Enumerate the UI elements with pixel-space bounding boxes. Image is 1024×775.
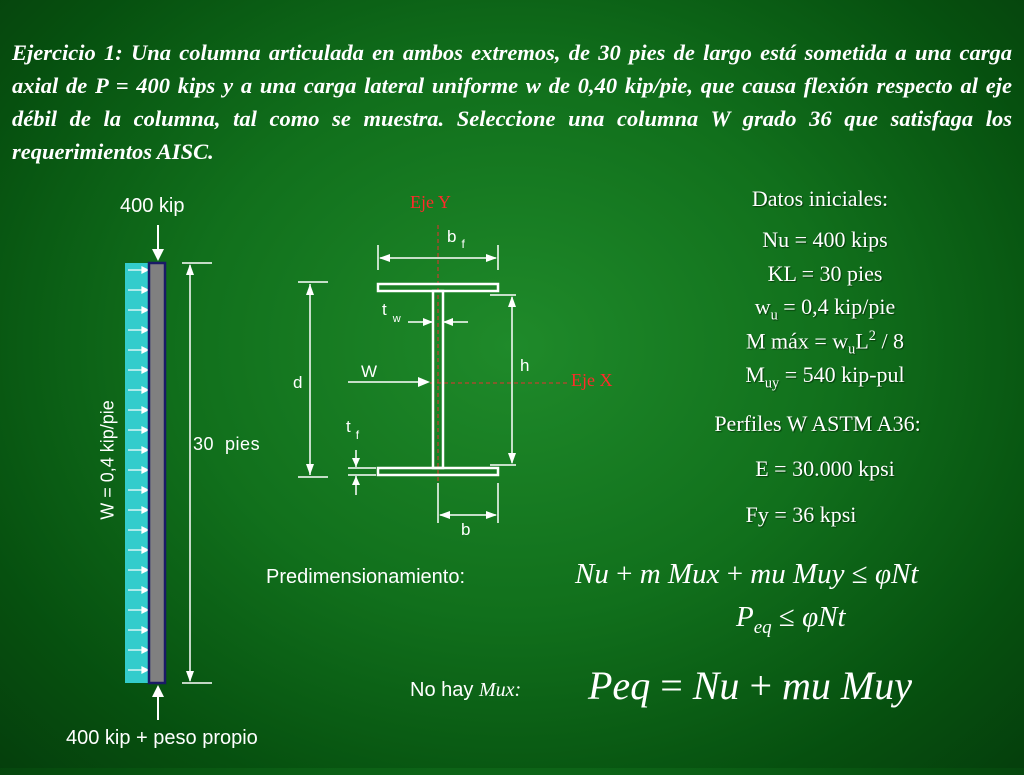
bf-arrow-left [379, 254, 390, 262]
axis-x-label: Eje X [571, 370, 613, 390]
eq2-nt: Nt [818, 601, 846, 633]
eq1-leq: ≤ [844, 558, 875, 590]
h-label: h [520, 356, 530, 375]
datos-title: Datos iniciales: [751, 186, 889, 211]
tf-arrow-bottom [352, 476, 360, 485]
datos-muy-pre: M [745, 362, 765, 387]
column-body [149, 263, 165, 683]
tf-label-main: t [346, 417, 351, 436]
top-load-label: 400 kip [120, 195, 185, 217]
datos-mmax-post: / 8 [875, 328, 905, 354]
tf-label [346, 417, 360, 442]
axis-y-label: Eje Y [410, 192, 451, 212]
eq1-muy: Muy [785, 558, 845, 590]
length-number: 30 [193, 434, 215, 454]
b-label: b [461, 520, 471, 539]
datos-mmax-pre: M máx = w [745, 328, 849, 354]
bottom-reaction-arrowhead [152, 685, 164, 697]
bf-arrow-right [486, 254, 497, 262]
d-arrow-bottom [306, 464, 314, 475]
lateral-load-area [125, 263, 150, 683]
perfiles-e: E = 30.000 kpsi [755, 456, 895, 481]
no-hay-label [410, 679, 521, 702]
eq1-phi: φ [874, 558, 891, 590]
h-arrow-top [508, 296, 516, 307]
perfiles-title: Perfiles W ASTM A36: [714, 411, 921, 436]
datos-mmax-sub: u [848, 341, 856, 358]
tw-label-main: t [382, 300, 387, 319]
h-arrow-bottom [508, 453, 516, 464]
b-arrow-right [486, 511, 497, 519]
eq1-mux: Mux [660, 558, 720, 590]
eq3-muy: Muy [830, 663, 912, 708]
no-hay-mux: Mux: [478, 679, 522, 701]
eq1-m: m [639, 558, 661, 590]
b-arrow-left [439, 511, 450, 519]
datos-mmax-mid: L [855, 328, 869, 354]
datos-mmax-sup: 2 [868, 328, 876, 344]
datos-kl: KL = 30 pies [767, 261, 883, 286]
tw-arrow-left [423, 318, 433, 326]
datos-muy-sub: uy [764, 375, 780, 392]
length-dim-arrow-top [186, 264, 194, 275]
tw-arrow-right [443, 318, 453, 326]
w-load-arrowhead [418, 377, 430, 387]
eq3-mu: mu [782, 663, 831, 708]
eq3-plus: + [739, 663, 782, 708]
eq2-phi: φ [802, 601, 819, 633]
tf-arrow-top [352, 458, 360, 467]
length-label [193, 434, 260, 455]
top-load-arrowhead [152, 249, 164, 261]
eq2-leq: ≤ [771, 601, 803, 633]
tw-label [382, 300, 401, 325]
length-dim-arrow-bottom [186, 671, 194, 682]
lateral-load-label: W = 0,4 kip/pie [97, 400, 118, 520]
d-label: d [293, 373, 303, 392]
eq3-peq: Peq [588, 663, 651, 708]
bf-label-sub: f [461, 237, 465, 251]
eq1-plus2: + [719, 558, 751, 590]
eq2-p: P [736, 601, 754, 633]
bf-label-main: b [447, 227, 457, 246]
datos-wu-post: = 0,4 kip/pie [777, 294, 896, 319]
equation-1 [575, 558, 918, 591]
equation-2 [736, 601, 846, 639]
bottom-load-label: 400 kip + peso propio [66, 727, 258, 749]
datos-nu: Nu = 400 kips [762, 227, 888, 252]
perfiles-fy: Fy = 36 kpsi [745, 502, 857, 527]
eq1-mu: mu [750, 558, 786, 590]
no-hay-text: No hay [410, 679, 479, 701]
datos-wu-pre: w [754, 294, 771, 319]
w-section-diagram [280, 215, 620, 535]
w-load-label: W [361, 362, 378, 381]
eq3-nu: Nu [692, 663, 740, 708]
tf-label-sub: f [355, 428, 360, 442]
datos-muy-post: = 540 kip-pul [779, 362, 905, 387]
datos-muy [700, 362, 950, 392]
eq3-eq: = [650, 663, 693, 708]
datos-wu [700, 294, 950, 324]
datos-mmax [700, 328, 950, 359]
datos-wu-sub: u [770, 307, 778, 324]
eq2-sub: eq [753, 616, 772, 638]
eq1-nu: Nu [575, 558, 609, 590]
d-arrow-top [306, 284, 314, 295]
length-unit: pies [225, 434, 261, 454]
bf-label [447, 227, 465, 251]
eq1-nt: Nt [891, 558, 919, 590]
tw-label-sub: w [392, 313, 401, 325]
eq1-plus1: + [608, 558, 640, 590]
predim-label: Predimensionamiento: [266, 566, 465, 588]
equation-3 [588, 662, 912, 709]
problem-statement: Ejercicio 1: Una columna articulada en ambos extremos, de 30 pies de largo está sometida a una carga axial de P = 400 kips y a una carga lateral uniforme w de 0,40 kip/pie, que causa flexión respecto al eje débil de la columna, tal como se muestra. Seleccione una columna W grado 36 que satisfaga los requerimientos AISC. [12, 40, 1012, 164]
